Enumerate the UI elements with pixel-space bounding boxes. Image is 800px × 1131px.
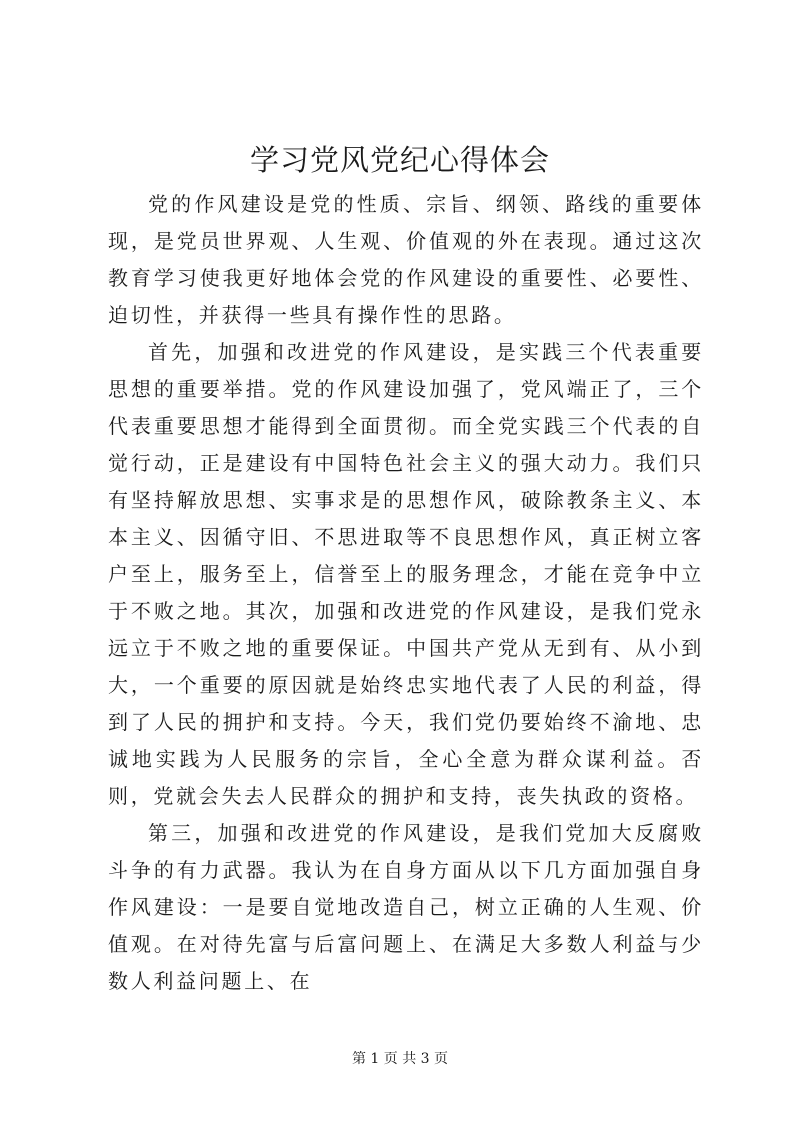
page-footer: 第 1 页 共 3 页: [351, 1051, 449, 1067]
document-title: 学习党风党纪心得体会: [249, 143, 550, 177]
document-body: [108, 186, 704, 1000]
paragraph-3: 第三，加强和改进党的作风建设，是我们党加大反腐败斗争的有力武器。我认为在自身方面从以下几方面加强自身作风建设：一是要自觉地改造自己，树立正确的人生观、价值观。在对待先富与后富问题上、在满足大多数人利益与少数人利益问题上、在: [108, 821, 704, 993]
paragraph-2: 首先，加强和改进党的作风建设，是实践三个代表重要思想的重要举措。党的作风建设加强了，党风端正了，三个代表重要思想才能得到全面贯彻。而全党实践三个代表的自觉行动，正是建设有中国特色社会主义的强大动力。我们只有坚持解放思想、实事求是的思想作风，破除教条主义、本本主义、因循守旧、不思进取等不良思想作风，真正树立客户至上，服务至上，信誉至上的服务理念，才能在竞争中立于不败之地。其次，加强和改进党的作风建设，是我们党永远立于不败之地的重要保证。中国共产党从无到有、从小到大，一个重要的原因就是始终忠实地代表了人民的利益，得到了人民的拥护和支持。今天，我们党仍要始终不渝地、忠诚地实践为人民服务的宗旨，全心全意为群众谋利益。否则，党就会失去人民群众的拥护和支持，丧失执政的资格。: [108, 340, 704, 808]
paragraph-1: 党的作风建设是党的性质、宗旨、纲领、路线的重要体现，是党员世界观、人生观、价值观的外在表现。通过这次教育学习使我更好地体会党的作风建设的重要性、必要性、迫切性，并获得一些具有操作性的思路。: [108, 192, 704, 327]
